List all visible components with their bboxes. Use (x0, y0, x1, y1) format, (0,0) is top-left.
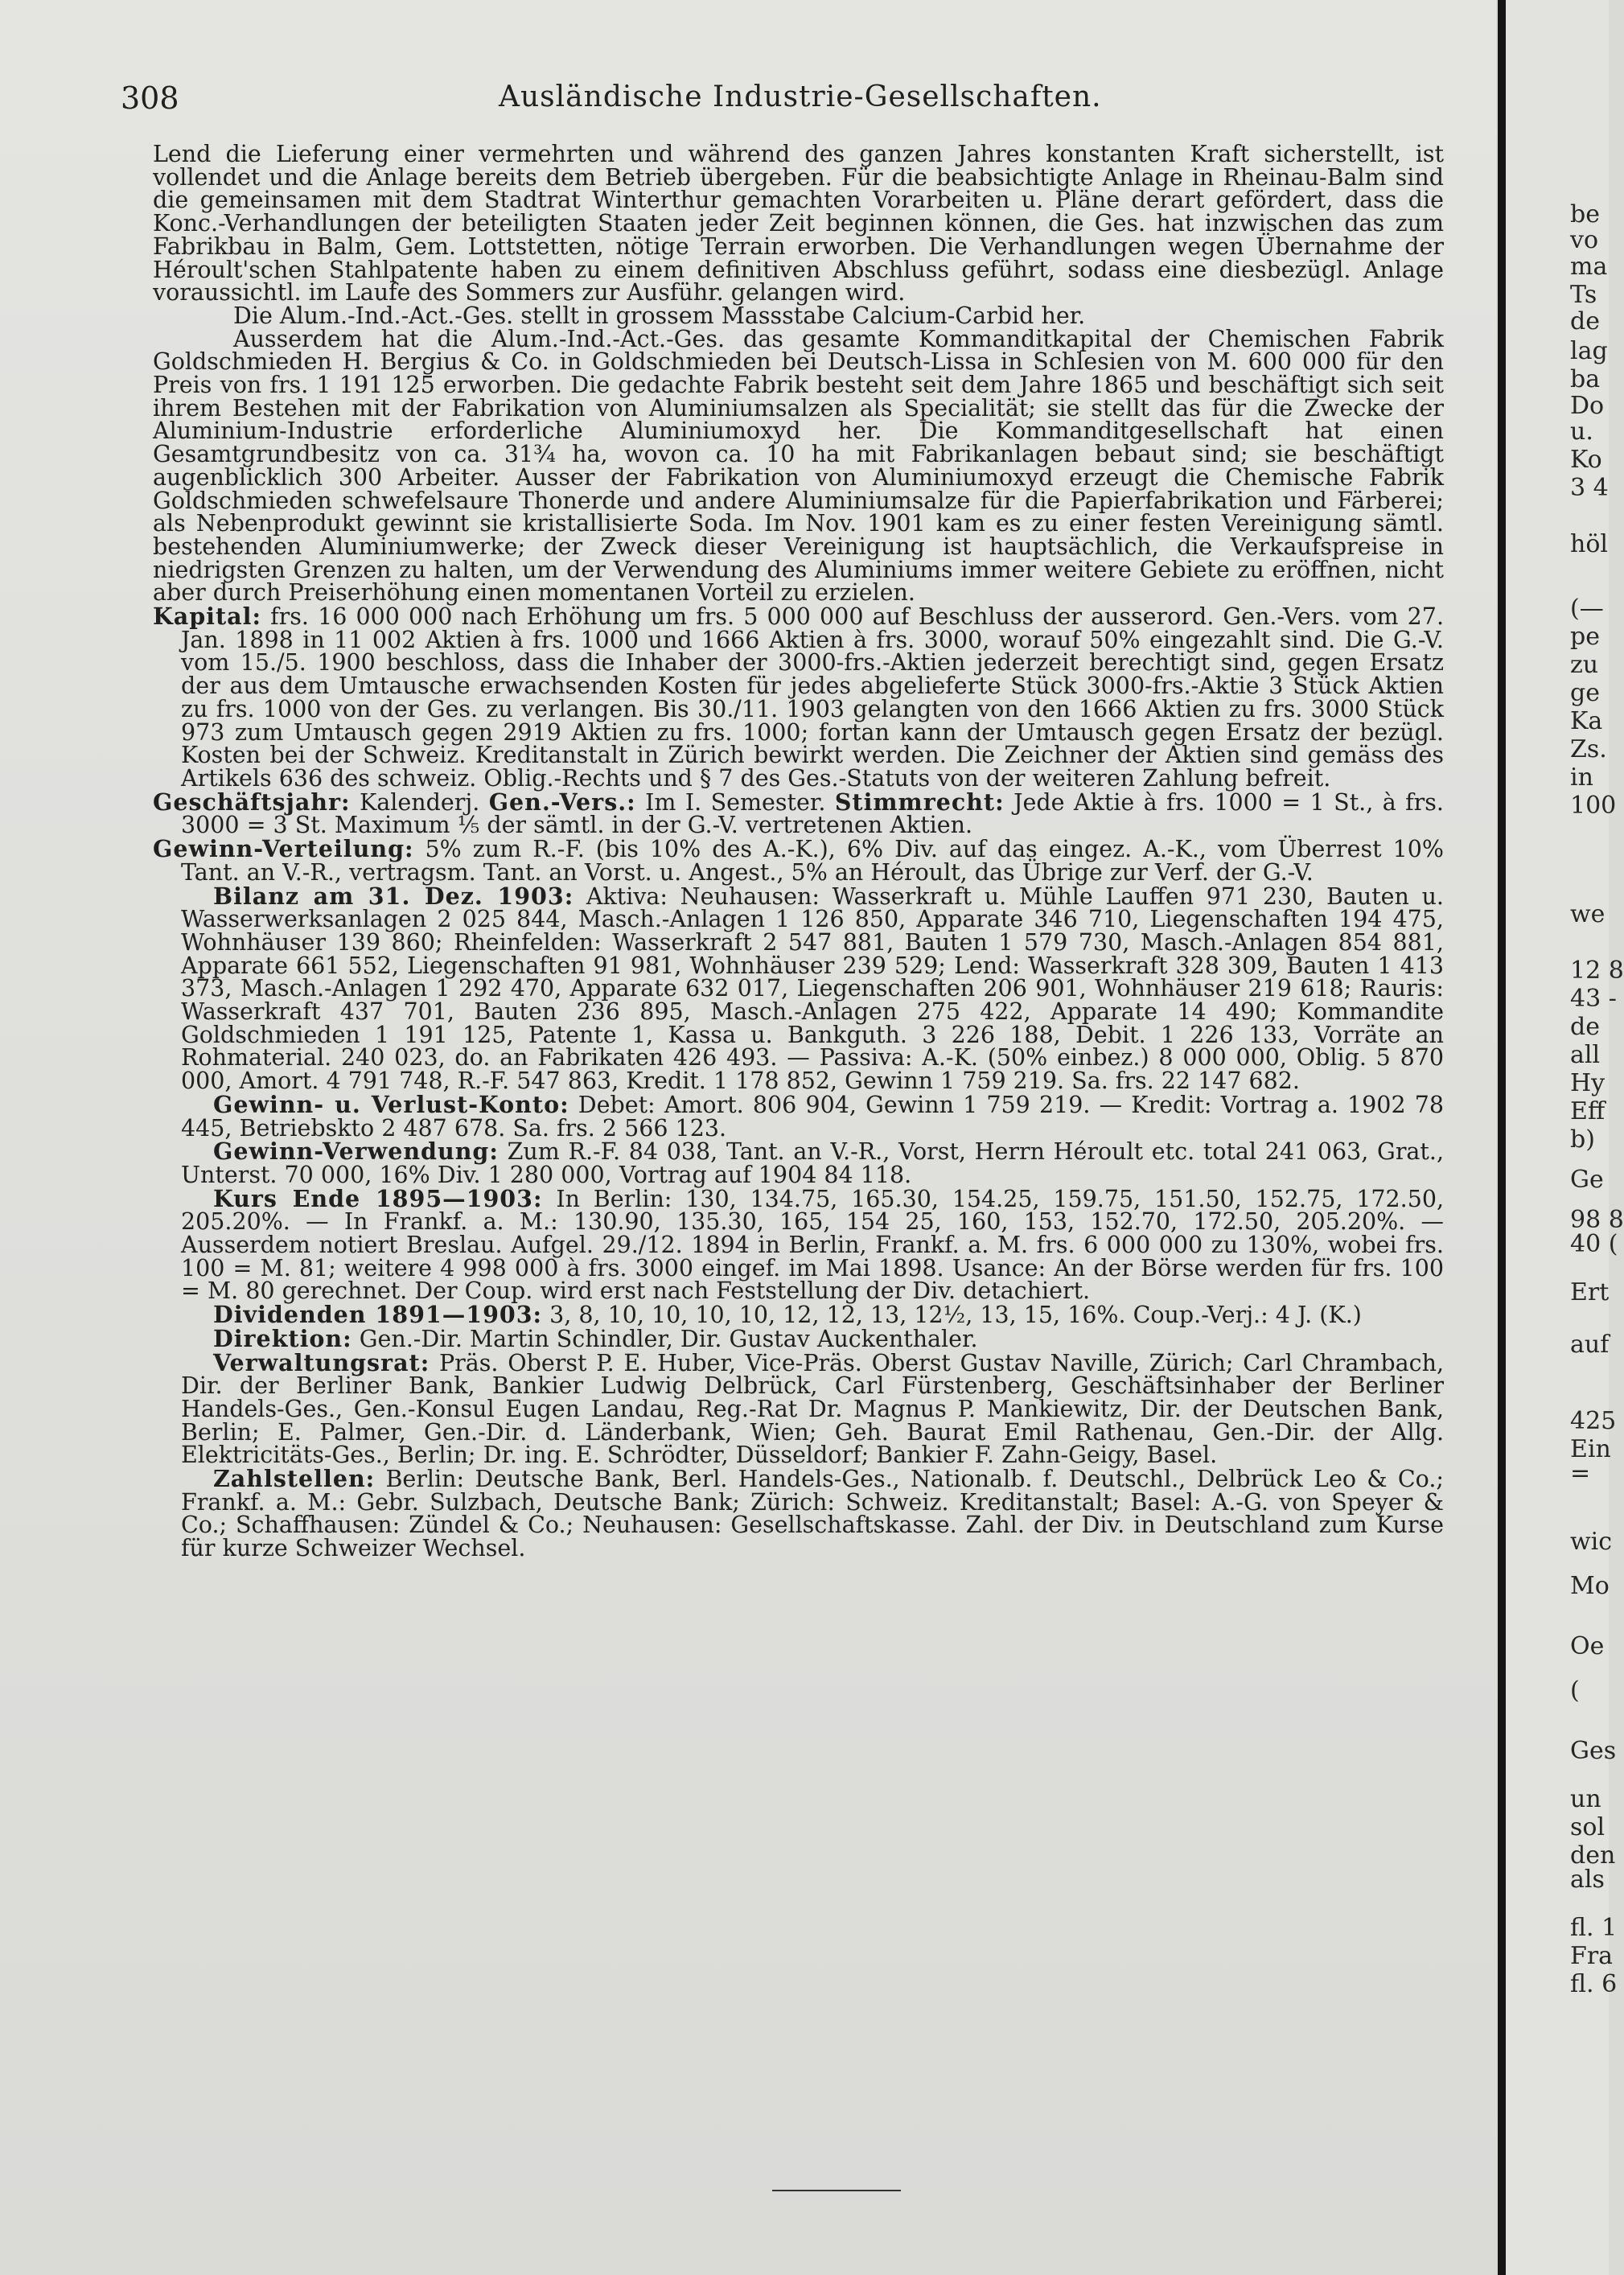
adjacent-page-fragment: Fra (1570, 1942, 1614, 1970)
adjacent-page-fragment: höl (1570, 530, 1608, 558)
entry-label: Gen.-Vers.: (488, 788, 636, 816)
adjacent-page-fragment: all (1570, 1041, 1601, 1069)
entry-text: Im I. Semester. (645, 788, 826, 816)
adjacent-page-fragment: lag (1570, 337, 1608, 365)
adjacent-page-fragment: sol (1570, 1813, 1605, 1841)
adjacent-page-fragment: de (1570, 307, 1600, 335)
adjacent-page-fragment: Zs. (1570, 735, 1607, 763)
adjacent-page-fragment: u. (1570, 418, 1593, 446)
section-label: Gewinn- u. Verlust-Konto: (213, 1090, 569, 1118)
adjacent-page-fragment: 40 ( (1570, 1230, 1618, 1258)
adjacent-page-fragment: ge (1570, 679, 1600, 707)
entry-text: Kalenderj. (360, 788, 480, 816)
adjacent-page-fragment: Do (1570, 392, 1605, 420)
adjacent-page-fragment: 43 - (1570, 985, 1617, 1013)
section-gewinn-verwendung (153, 1140, 1444, 1187)
paragraph: Ausserdem hat die Alum.-Ind.-Act.-Ges. das gesamte Kommanditkapital der Chemischen Fabrik Goldschmieden H. Bergius & Co. in Goldschmieden bei Deutsch-Lissa in Schlesien von M. 600 000 für den Preis von frs. 1 191 125 erworben. Die gedachte Fabrik besteht seit dem Jahre 1865 und beschäftigt sich seit ihrem Bestehen mit der Fabrikation von Aluminiumsalzen als Specialität; sie stellt das für die Zwecke der Aluminium-Industrie erforderliche Aluminiumoxyd her. Die Kommanditgesellschaft hat einen Gesamtgrundbesitz von ca. 31¾ ha, wovon ca. 10 ha mit Fabrikanlagen bebaut sind; sie beschäftigt augenblicklich 300 Arbeiter. Ausser der Fabrikation von Aluminiumoxyd erzeugt die Chemische Fabrik Goldschmieden schwefelsaure Thonerde und andere Aluminiumsalze für die Papierfabrikation und Färberei; als Nebenprodukt gewinnt sie kristallisierte Soda. Im Nov. 1901 kam es zu einer festen Vereinigung sämtl. bestehenden Aluminiumwerke; der Zweck dieser Vereinigung ist hauptsächlich, die Verkaufspreise in niedrigsten Grenzen zu halten, um der Verwendung des Aluminiums immer weitere Gebiete zu eröffnen, nicht aber durch Preiserhöhung einen momentanen Vorteil zu erzielen. (153, 325, 1444, 607)
adjacent-page-fragment: Oe (1570, 1632, 1605, 1660)
paragraph: Die Alum.-Ind.-Act.-Ges. stellt in grossem Massstabe Calcium-Carbid her. (233, 302, 1086, 329)
adjacent-page-fragment: ( (1570, 1676, 1580, 1705)
section-text: Aktiva: Neuhausen: Wasserkraft u. Mühle Lauffen 971 230, Bauten u. Wasserwerksanlagen 2 025 844, Masch.-Anlagen 1 126 850, Apparate 346 710, Liegenschaften 194 475, Wohnhäuser 139 860; Rheinfelden: Wasserkraft 2 547 881, Bauten 1 579 730, Masch.-Anlagen 854 881, Apparate 661 552, Liegenschaften 91 981, Wohnhäuser 239 529; Lend: Wasserkraft 328 309, Bauten 1 413 373, Masch.-Anlagen 1 292 470, Apparate 632 017, Liegenschaften 206 901, Wohnhäuser 219 618; Rauris: Wasserkraft 437 701, Bauten 236 895, Masch.-Anlagen 275 422, Apparate 14 490; Kommandite Goldschmieden 1 191 125, Patente 1, Kassa u. Bankguth. 3 226 188, Debit. 1 226 133, Vorräte an Rohmaterial. 240 023, do. an Fabrikaten 426 493. — Passiva: A.-K. (50% einbez.) 8 000 000, Oblig. 5 870 000, Amort. 4 791 748, R.-F. 547 863, Kredit. 1 178 852, Gewinn 1 759 219. Sa. frs. 22 147 682. (181, 882, 1444, 1095)
adjacent-page-fragment: Ges (1570, 1737, 1617, 1765)
paragraph: Lend die Lieferung einer vermehrten und während des ganzen Jahres konstanten Kraft sicherstellt, ist vollendet und die Anlage bereits dem Betrieb übergeben. Für die beabsichtigte Anlage in Rheinau-Balm sind die gemeinsamen mit dem Stadtrat Winterthur gemachten Vorarbeiten u. Pläne derart gefördert, dass die Konc.-Verhandlungen der beteiligten Staaten jeder Zeit beginnen können, die Ges. hat inzwischen das zum Fabrikbau in Balm, Gem. Lottstetten, nötige Terrain erworben. Die Verhandlungen wegen Übernahme der Héroult'schen Stahlpatente haben zu einem definitiven Abschluss geführt, sodass eine diesbezügl. Anlage voraussichtl. im Laufe des Sommers zur Ausführ. gelangen wird. (153, 141, 1444, 306)
adjacent-page-fragment: = (1570, 1459, 1591, 1487)
section-text: Präs. Oberst P. E. Huber, Vice-Präs. Oberst Gustav Naville, Zürich; Carl Chrambach, Dir. der Berliner Bank, Bankier Ludwig Delbrück, Carl Fürstenberg, Geschäftsinhaber der Berliner Handels-Ges., Gen.-Konsul Eugen Landau, Reg.-Rat Dr. Magnus P. Mankiewitz, Dir. der Deutschen Bank, Berlin; E. Palmer, Gen.-Dir. d. Länderbank, Wien; Geh. Baurat Emil Rathenau, Gen.-Dir. der Allg. Elektricitäts-Ges., Berlin; Dr. ing. E. Schrödter, Düsseldorf; Bankier F. Zahn-Geigy, Basel. (181, 1349, 1445, 1469)
entry-label: Gewinn-Verteilung: (153, 835, 414, 863)
section-label: Gewinn-Verwendung: (213, 1138, 499, 1166)
section-label: Bilanz am 31. Dez. 1903: (213, 882, 574, 910)
section-text: Debet: Amort. 806 904, Gewinn 1 759 219. — Kredit: Vortrag a. 1902 78 445, Betriebskto 2 487 678. Sa. frs. 2 566 123. (181, 1091, 1445, 1142)
adjacent-page-fragment: we (1570, 900, 1605, 928)
section-text: 3, 8, 10, 10, 10, 10, 12, 12, 13, 12½, 13, 15, 16%. Coup.-Verj.: 4 J. (K.) (549, 1302, 1362, 1329)
section-label: Direktion: (213, 1324, 352, 1352)
section-label: Kurs Ende 1895—1903: (213, 1184, 543, 1212)
adjacent-page-fragment: de (1570, 1013, 1600, 1041)
adjacent-page-fragment: fl. 1 (1570, 1914, 1618, 1942)
adjacent-page-fragment: auf (1570, 1331, 1610, 1359)
adjacent-page-fragment: Ko (1570, 446, 1602, 474)
section-direktion (153, 1324, 1444, 1352)
entry-label: Geschäftsjahr: (153, 788, 351, 816)
adjacent-page-fragment: (— (1570, 594, 1604, 623)
adjacent-page-fragment: wic (1570, 1528, 1613, 1556)
adjacent-page-fragment: Ka (1570, 707, 1603, 735)
section-dividenden (153, 1303, 1444, 1327)
section-label: Verwaltungsrat: (213, 1348, 430, 1376)
adjacent-page-fragment: 425 (1570, 1407, 1617, 1435)
section-verwaltungsrat (153, 1348, 1445, 1469)
adjacent-page-fragment: 100 (1570, 792, 1617, 820)
adjacent-page-fragment: Ert (1570, 1278, 1610, 1306)
section-text: Zum R.-F. 84 038, Tant. an V.-R., Vorst, Herrn Héroult etc. total 241 063, Grat., Unterst. 70 000, 16% Div. 1 280 000, Vortrag auf 1904 84 118. (181, 1138, 1444, 1188)
section-kurs (153, 1184, 1445, 1305)
adjacent-page-fragment: Ge (1570, 1166, 1604, 1194)
adjacent-page-fragment: be (1570, 200, 1600, 228)
running-title: Ausländische Industrie-Gesellschaften. (499, 80, 1102, 113)
adjacent-page-fragment: ba (1570, 365, 1601, 393)
adjacent-page-fragment: pe (1570, 623, 1600, 651)
book-gutter (1498, 0, 1506, 2275)
adjacent-page-fragment: in (1570, 763, 1593, 792)
adjacent-page-fragment: Eff (1570, 1097, 1605, 1125)
section-text: Gen.-Dir. Martin Schindler, Dir. Gustav Auckenthaler. (359, 1325, 978, 1352)
entry-label: Stimmrecht: (834, 788, 1005, 816)
section-label: Zahlstellen: (213, 1465, 376, 1493)
entry-gewinn-verteilung (153, 837, 1444, 884)
section-text: Berlin: Deutsche Bank, Berl. Handels-Ges., Nationalb. f. Deutschl., Delbrück Leo & Co.; Frankf. a. M.: Gebr. Sulzbach, Deutsche Bank; Zürich: Schweiz. Kreditanstalt; Basel: A.-G. von Speyer & Co.; Schaffhausen: Zündel & Co.; Neuhausen: Gesellschaftskasse. Zahl. der Div. in Deutschland zum Kurse für kurze Schweizer Wechsel. (181, 1466, 1444, 1562)
entry-text: frs. 16 000 000 nach Erhöhung um frs. 5 000 000 auf Beschluss der ausserord. Gen.-Vers. vom 27. Jan. 1898 in 11 002 Aktien à frs. 1000 und 1666 Aktien à frs. 3000, worauf 50% eingezahlt sind. Die G.-V. vom 15./5. 1900 beschloss, dass die Inhaber der 3000-frs.-Aktien jederzeit berechtigt sind, gegen Ersatz der aus dem Umtausche erwachsenden Kosten für jedes abgelieferte Stück 3000-frs.-Aktie 3 Stück Aktien zu frs. 1000 von der Ges. zu verlangen. Bis 30./11. 1903 gelangten von den 1666 Aktien zu frs. 3000 Stück 973 zum Umtausch gegen 2919 Aktien zu frs. 1000; fortan kann der Umtausch gegen Ersatz der bezügl. Kosten bei der Schweiz. Kreditanstalt in Zürich bewirkt werden. Die Zeichner der Aktien sind gemäss des Artikels 636 des schweiz. Oblig.-Rechts und § 7 des Ges.-Statuts von der weiteren Zahlung befreit. (181, 603, 1445, 792)
adjacent-page-fragment: Ein (1570, 1435, 1611, 1463)
page-body (153, 143, 1444, 2187)
page-number: 308 (121, 80, 179, 116)
adjacent-page-fragment: 12 8 (1570, 956, 1624, 985)
section-zahlstellen (153, 1467, 1444, 1561)
adjacent-page-fragment: Ts (1570, 281, 1597, 309)
entry-geschaeftsjahr (153, 788, 1444, 839)
section-text: In Berlin: 130, 134.75, 165.30, 154.25, 159.75, 151.50, 152.75, 172.50, 205.20%. — In Frankf. a. M.: 130.90, 135.30, 165, 154 25, 160, 153, 152.70, 172.50, 205.20%. — Ausserdem notiert Breslau. Aufgel. 29./12. 1894 in Berlin, Frankf. a. M. frs. 6 000 000 zu 130%, wobei frs. 100 = M. 81; weitere 4 998 000 à frs. 3000 eingef. im Mai 1898. Usance: An der Börse werden für frs. 100 = M. 80 gerechnet. Der Coup. wird erst nach Feststellung der Div. detachiert. (181, 1185, 1445, 1305)
adjacent-page-fragment: vo (1570, 226, 1599, 254)
adjacent-page-fragment: un (1570, 1785, 1601, 1813)
adjacent-page-fragment: als (1570, 1866, 1605, 1894)
adjacent-page-fragment: 98 8 (1570, 1206, 1624, 1234)
adjacent-page-fragment: b) (1570, 1125, 1595, 1154)
adjacent-page-fragment: ma (1570, 253, 1608, 281)
adjacent-page (1506, 0, 1624, 2275)
adjacent-page-fragment: Mo (1570, 1572, 1610, 1600)
entry-text: 5% zum R.-F. (bis 10% des A.-K.), 6% Div. auf das eingez. A.-K., vom Überrest 10% Tant. an V.-R., vertragsm. Tant. an Vorst. u. Angest., 5% an Héroult, das Übrige zur Verf. der G.-V. (181, 836, 1444, 886)
entry-label: Kapital: (153, 603, 261, 631)
adjacent-page-fragment: fl. 6 (1570, 1970, 1618, 1998)
section-label: Dividenden 1891—1903: (213, 1301, 543, 1329)
section-bilanz (153, 882, 1444, 1095)
end-rule (772, 2190, 901, 2191)
adjacent-page-fragment: Hy (1570, 1069, 1605, 1097)
adjacent-page-fragment: den (1570, 1841, 1616, 1870)
entry-kapital (153, 605, 1444, 791)
page-header (121, 80, 1448, 129)
adjacent-page-fragment: zu (1570, 651, 1599, 679)
section-gewinn-verlust (153, 1090, 1445, 1142)
entry-text: Jede Aktie à frs. 1000 = 1 St., à frs. 3000 = 3 St. Maximum ⅕ der sämtl. in der G.-V. vertretenen Aktien. (181, 788, 1444, 839)
adjacent-page-fragment: 3 4 (1570, 474, 1609, 502)
